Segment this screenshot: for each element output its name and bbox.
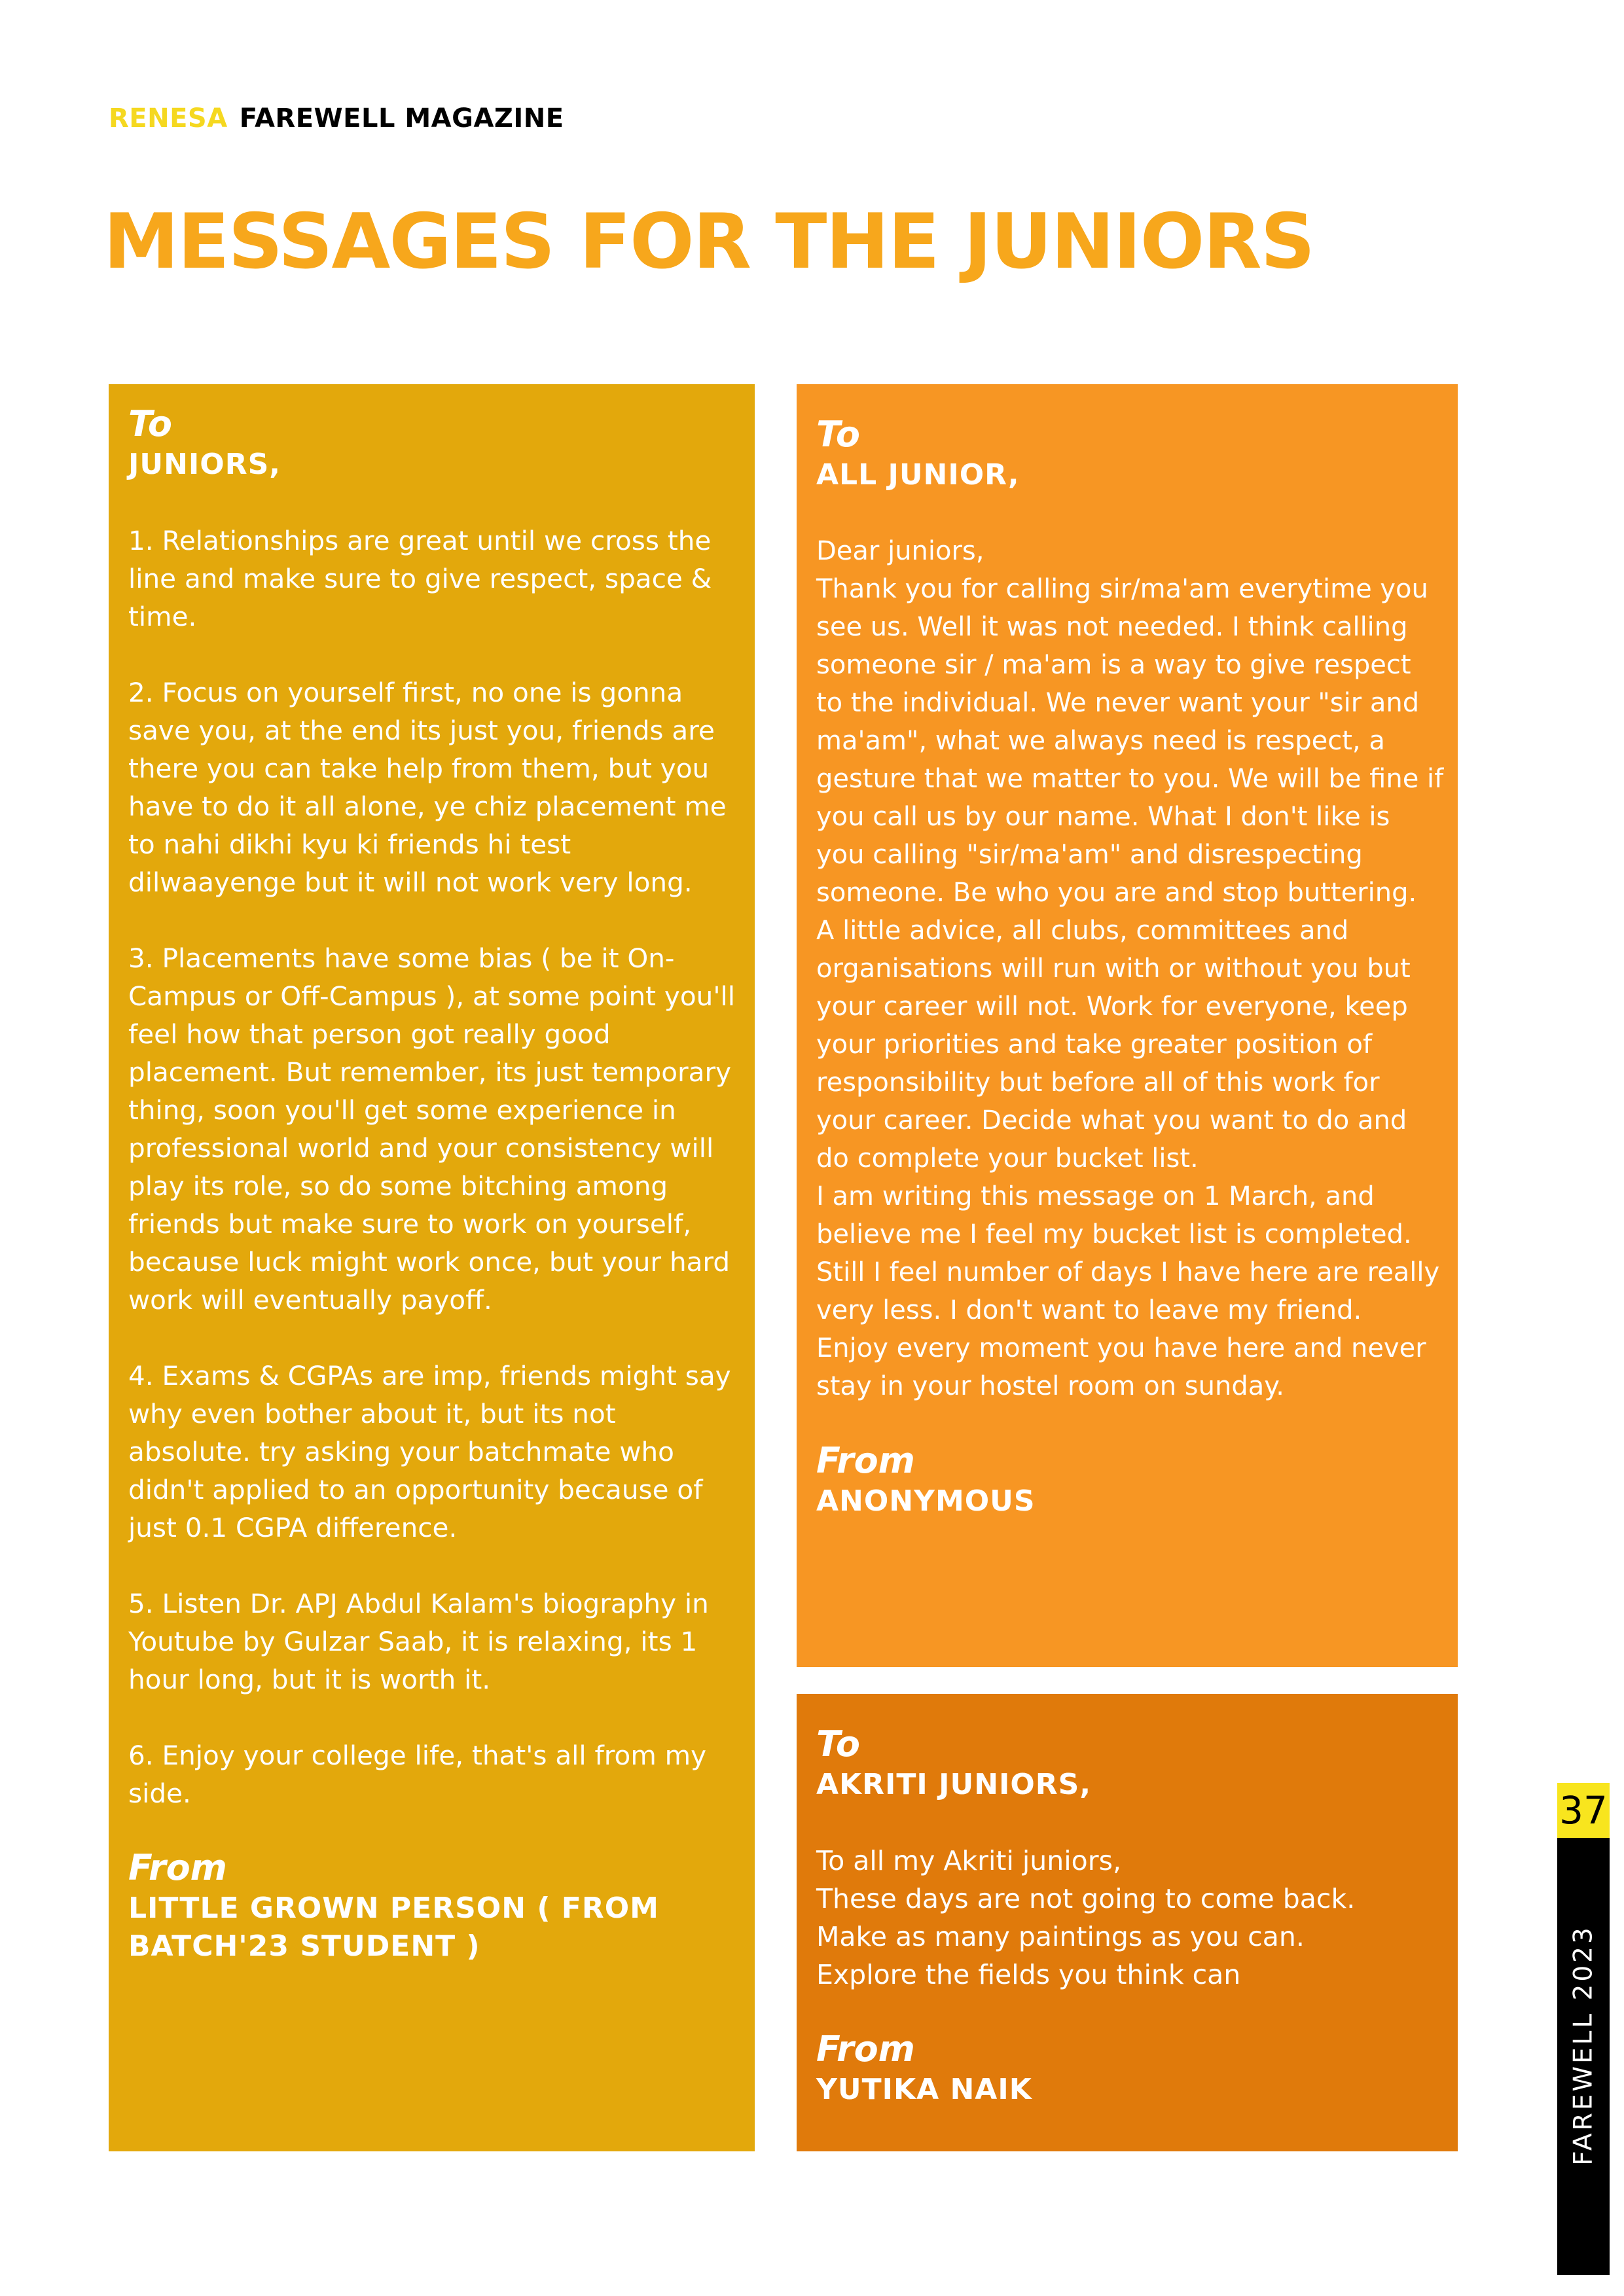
to-label: To: [816, 1723, 860, 1765]
from-label: From: [816, 2028, 915, 2070]
from-label: From: [816, 1440, 915, 1481]
sender-name: LITTLE GROWN PERSON ( FROM BATCH'23 STUDENT ): [128, 1892, 659, 1963]
to-label: To: [816, 414, 860, 455]
page-number: 37: [1557, 1783, 1610, 1838]
sender-name: ANONYMOUS: [816, 1484, 1036, 1518]
recipient-name: AKRITI JUNIORS,: [816, 1768, 1092, 1801]
message-body: To all my Akriti juniors, These days are not going to come back. Make as many paintings as you can. Explore the fields you think can: [816, 1845, 1356, 1990]
message-card-1: [109, 384, 755, 2151]
page-title: MESSAGES FOR THE JUNIORS: [103, 198, 1314, 286]
magazine-header: [109, 103, 564, 134]
recipient-name: ALL JUNIOR,: [816, 458, 1020, 492]
brand-name: RENESA: [109, 103, 228, 134]
sender-name: YUTIKA NAIK: [816, 2073, 1032, 2106]
magazine-name: FAREWELL MAGAZINE: [239, 103, 564, 134]
from-label: From: [128, 1847, 227, 1888]
edition-label: FAREWELL 2023: [1568, 1925, 1598, 2166]
recipient-name: JUNIORS,: [128, 448, 281, 481]
message-card-3: [797, 1694, 1458, 2151]
message-card-2: [797, 384, 1458, 1667]
message-body: Dear juniors, Thank you for calling sir/ma'am everytime you see us. Well it was not needed. I think calling someone sir / ma'am is a way to give respect to the individual. We never want your "sir and ma'am", what we always need is respect, a gesture that we matter to you. We will be fine if you call us by our name. What I don't like is you calling "sir/ma'am" and disrespecting someone. Be who you are and stop buttering. A little advice, all clubs, committees and organisations will run with or without you but your career will not. Work for everyone, keep your priorities and take greater position of responsibility but before all of this work for your career. Decide what you want to do and do complete your bucket list. I am writing this message on 1 March, and believe me I feel my bucket list is completed. Still I feel number of days I have here are really very less. I don't want to leave my friend. Enjoy every moment you have here and never stay in your hostel room on sunday.: [816, 536, 1444, 1401]
to-label: To: [128, 403, 172, 444]
message-body: 1. Relationships are great until we cross the line and make sure to give respect, space & time. 2. Focus on yourself first, no one is gonna save you, at the end its just you, friends are there you can take help from them, but you have to do it all alone, ye chiz placement me to nahi dikhi kyu ki friends hi test dilwaayenge but it will not work very long. 3. Placements have some bias ( be it On-Campus or Off-Campus ), at some point you'll feel how that person got really good placement. But remember, its just temporary thing, soon you'll get some experience in professional world and your consistency will play its role, so do some bitching among friends but make sure to work on yourself, because luck might work once, but your hard work will eventually payoff. 4. Exams & CGPAs are imp, friends might say why even bother about it, but its not absolute. try asking your batchmate who didn't applied to an opportunity because of just 0.1 CGPA difference. 5. Listen Dr. APJ Abdul Kalam's biography in Youtube by Gulzar Saab, it is relaxing, its 1 hour long, but it is worth it. 6. Enjoy your college life, that's all from my side.: [128, 525, 735, 1809]
